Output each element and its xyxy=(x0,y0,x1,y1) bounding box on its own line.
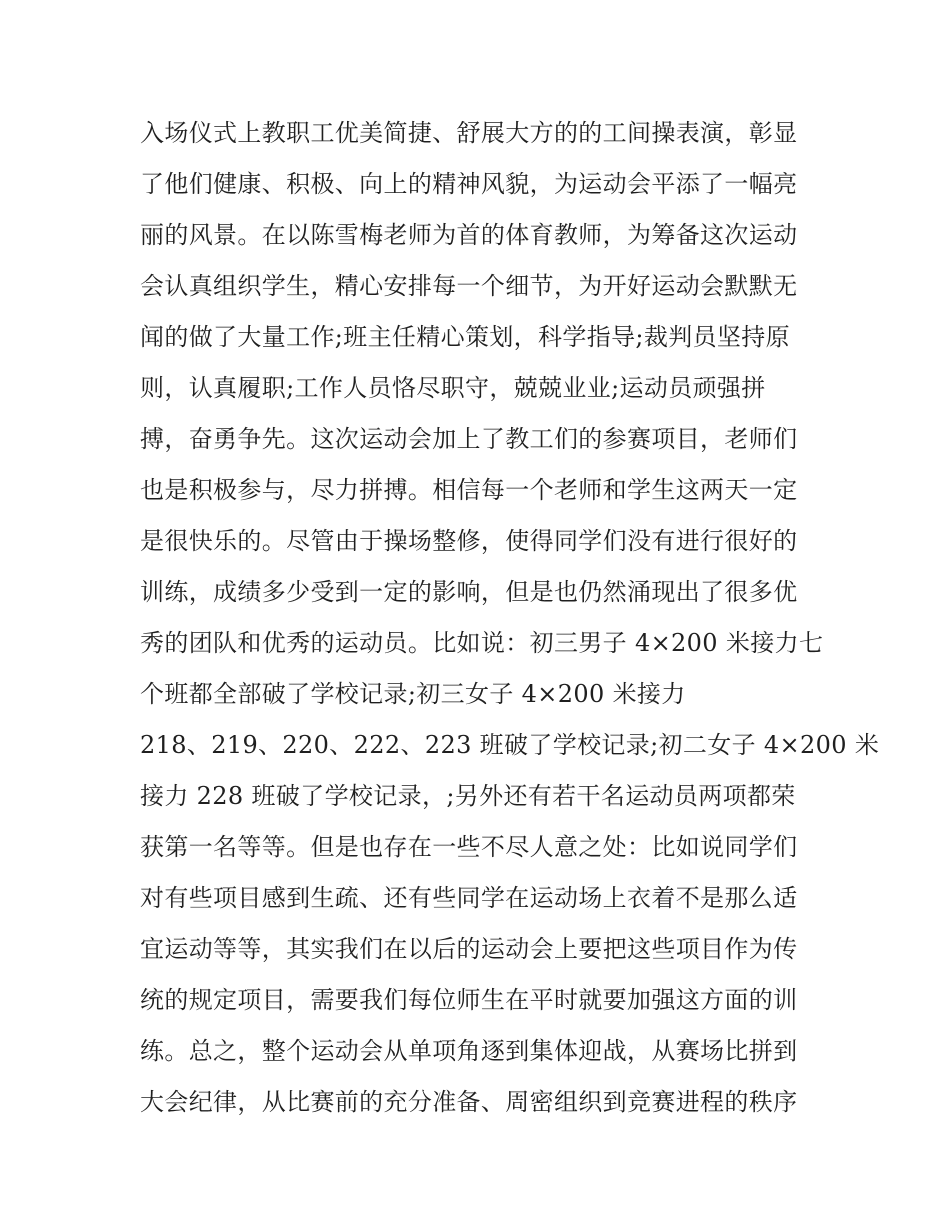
text-line: 会认真组织学生，精心安排每一个细节，为开好运动会默默无 xyxy=(140,272,798,300)
text-line: 则，认真履职;工作人员恪尽职守，兢兢业业;运动员顽强拼 xyxy=(140,374,766,402)
text-line: 对有些项目感到生疏、还有些同学在运动场上衣着不是那么适 xyxy=(140,884,798,912)
text-line: 入场仪式上教职工优美简捷、舒展大方的的工间操表演，彰显 xyxy=(140,119,798,147)
text-line: 训练，成绩多少受到一定的影响，但是也仍然涌现出了很多优 xyxy=(140,578,798,606)
text-line: 统的规定项目，需要我们每位师生在平时就要加强这方面的训 xyxy=(140,986,798,1014)
text-line: 秀的团队和优秀的运动员。比如说：初三男子 4×200 米接力七 xyxy=(140,629,824,657)
text-line: 获第一名等等。但是也存在一些不尽人意之处：比如说同学们 xyxy=(140,833,798,861)
text-line: 丽的风景。在以陈雪梅老师为首的体育教师，为筹备这次运动 xyxy=(140,221,798,249)
text-line: 也是积极参与，尽力拼搏。相信每一个老师和学生这两天一定 xyxy=(140,476,798,504)
text-line: 了他们健康、积极、向上的精神风貌，为运动会平添了一幅亮 xyxy=(140,170,798,198)
text-line: 218、219、220、222、223 班破了学校记录;初二女子 4×200 米 xyxy=(140,731,880,759)
text-line: 接力 228 班破了学校记录，;另外还有若干名运动员两项都荣 xyxy=(140,782,796,810)
text-line: 大会纪律，从比赛前的充分准备、周密组织到竞赛进程的秩序 xyxy=(140,1088,798,1116)
text-line: 宜运动等等，其实我们在以后的运动会上要把这些项目作为传 xyxy=(140,935,798,963)
text-line: 闻的做了大量工作;班主任精心策划，科学指导;裁判员坚持原 xyxy=(140,323,790,351)
text-line: 练。总之，整个运动会从单项角逐到集体迎战，从赛场比拼到 xyxy=(140,1037,798,1065)
text-line: 个班都全部破了学校记录;初三女子 4×200 米接力 xyxy=(140,680,686,708)
text-line: 搏，奋勇争先。这次运动会加上了教工们的参赛项目，老师们 xyxy=(140,425,798,453)
text-line: 是很快乐的。尽管由于操场整修，使得同学们没有进行很好的 xyxy=(140,527,798,555)
body-paragraph xyxy=(140,108,880,1128)
